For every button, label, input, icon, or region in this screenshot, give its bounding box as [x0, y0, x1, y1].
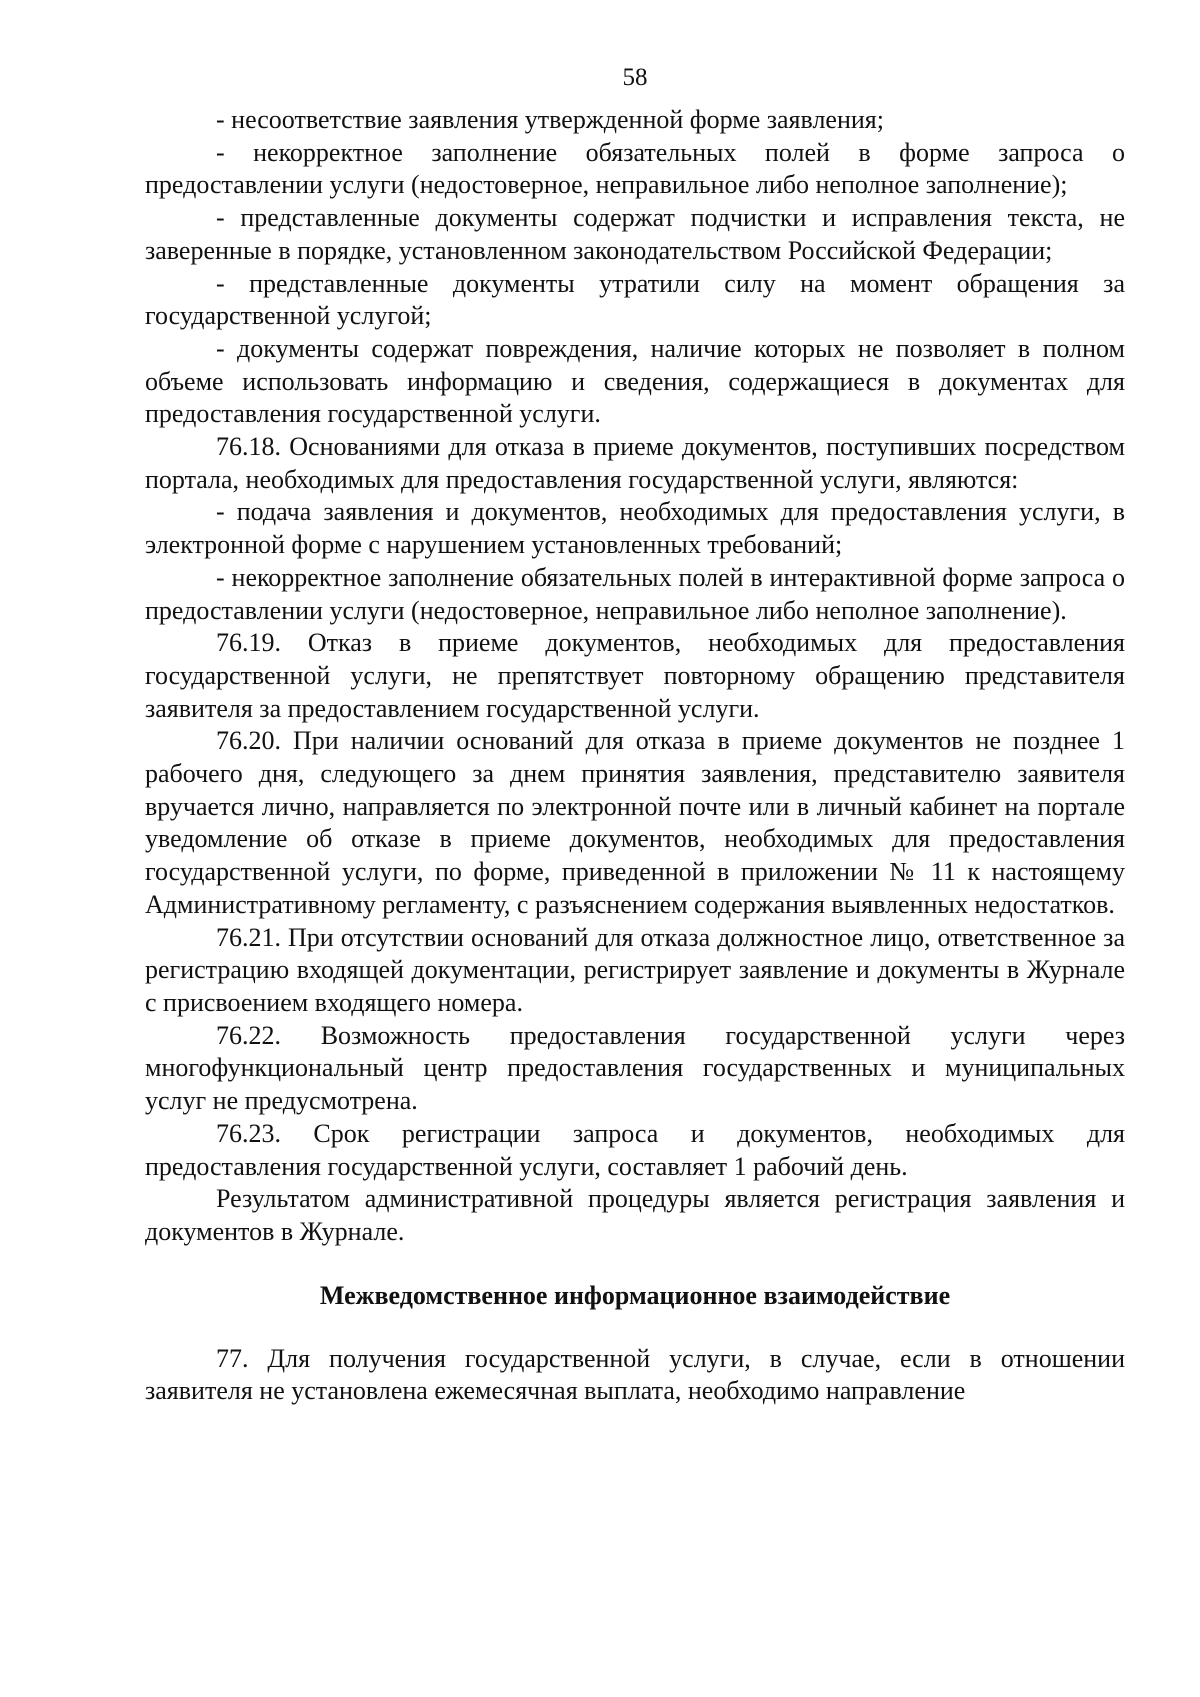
paragraph: - несоответствие заявления утвержденной форме заявления;	[216, 105, 884, 134]
paragraph: - представленные документы утратили силу на момент обращения за государственной услугой;	[145, 268, 1125, 331]
paragraph: 77. Для получения государственной услуги, в случае, если в отношении заявителя не установлена ежемесячная выплата, необходимо направление	[145, 1343, 1125, 1406]
paragraph: 76.18. Основаниями для отказа в приеме документов, поступивших посредством портала, необходимых для предоставления государственной услуги, являются:	[145, 432, 1125, 494]
paragraph: - некорректное заполнение обязательных полей в интерактивной форме запроса о предоставлении услуги (недостоверное, неправильное либо неполное заполнение).	[145, 562, 1125, 625]
paragraph: 76.23. Срок регистрации запроса и документов, необходимых для предоставления государственной услуги, составляет 1 рабочий день.	[145, 1118, 1125, 1181]
paragraph: 76.20. При наличии оснований для отказа в приеме документов не позднее 1 рабочего дня, следующего за днем принятия заявления, представителю заявителя вручается лично, направляется по электронной почте или в личный кабинет на портале уведомление об отказе в приеме документов, необходимых для предоставления государственной услуги, по форме, приведенной в приложении № 11 к настоящему Административному регламенту, с разъяснением содержания выявленных недостатков.	[145, 726, 1125, 919]
paragraph: - представленные документы содержат подчистки и исправления текста, не заверенные в порядке, установленном законодательством Российской Федерации;	[145, 203, 1125, 265]
section-heading: Межведомственное информационное взаимодействие	[319, 1280, 951, 1310]
paragraph: - некорректное заполнение обязательных полей в форме запроса о предоставлении услуги (недостоверное, неправильное либо неполное заполнение);	[145, 137, 1125, 200]
paragraph: - подача заявления и документов, необходимых для предоставления услуги, в электронной форме с нарушением установленных требований;	[145, 497, 1125, 560]
paragraph: Результатом административной процедуры является регистрация заявления и документов в Журнале.	[145, 1184, 1125, 1246]
document-page	[145, 62, 1125, 1408]
paragraph: 76.21. При отсутствии оснований для отказа должностное лицо, ответственное за регистрацию входящей документации, регистрирует заявление и документы в Журнале с присвоением входящего номера.	[145, 922, 1125, 1017]
paragraph: - документы содержат повреждения, наличие которых не позволяет в полном объеме использовать информацию и сведения, содержащиеся в документах для предоставления государственной услуги.	[145, 333, 1125, 429]
page-number: 58	[622, 64, 648, 91]
paragraph: 76.19. Отказ в приеме документов, необходимых для предоставления государственной услуги, не препятствует повторному обращению представителя заявителя за предоставлением государственной услуги.	[145, 628, 1125, 723]
paragraph: 76.22. Возможность предоставления государственной услуги через многофункциональный центр предоставления государственных и муниципальных услуг не предусмотрена.	[145, 1020, 1125, 1116]
